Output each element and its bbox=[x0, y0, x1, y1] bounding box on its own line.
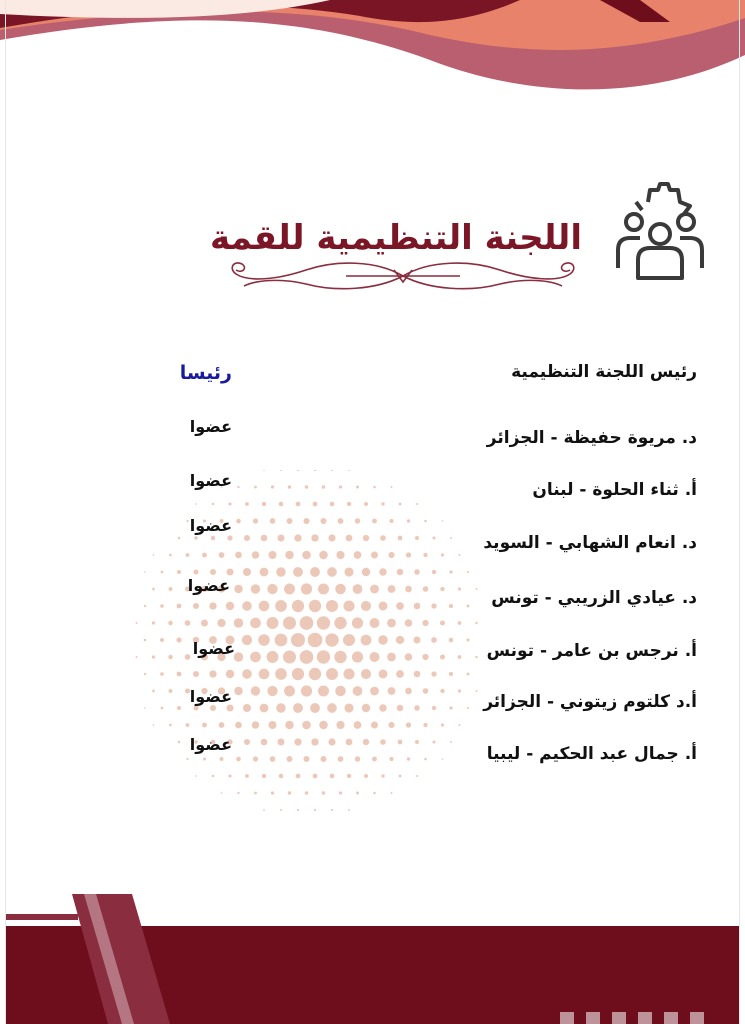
halftone-dot bbox=[228, 774, 231, 777]
halftone-dot bbox=[267, 584, 277, 594]
halftone-dot bbox=[301, 583, 312, 594]
halftone-dot bbox=[346, 739, 353, 746]
halftone-dot bbox=[344, 703, 353, 712]
halftone-dot bbox=[201, 620, 208, 627]
halftone-dot bbox=[291, 633, 305, 647]
halftone-dot bbox=[169, 554, 172, 557]
halftone-dot bbox=[388, 585, 396, 593]
halftone-dot bbox=[305, 485, 309, 489]
halftone-dot bbox=[271, 791, 274, 794]
halftone-dot bbox=[467, 673, 470, 676]
halftone-dot bbox=[424, 520, 427, 523]
halftone-dot bbox=[343, 600, 354, 611]
halftone-dot bbox=[407, 519, 410, 522]
halftone-dot bbox=[327, 567, 337, 577]
halftone-dot bbox=[252, 721, 259, 728]
member-role: عضوا bbox=[189, 471, 232, 490]
halftone-dot bbox=[423, 723, 427, 727]
halftone-dot bbox=[449, 570, 452, 573]
halftone-dot bbox=[379, 704, 387, 712]
halftone-dot bbox=[397, 569, 404, 576]
halftone-dot bbox=[422, 620, 428, 626]
halftone-dot bbox=[195, 503, 197, 505]
halftone-dot bbox=[339, 485, 342, 488]
halftone-dot bbox=[284, 686, 295, 697]
committee-head-role: رئيسا bbox=[179, 362, 232, 384]
halftone-dot bbox=[177, 604, 182, 609]
halftone-dot bbox=[467, 571, 469, 573]
halftone-dot bbox=[296, 502, 301, 507]
halftone-dot bbox=[361, 635, 372, 646]
halftone-dot bbox=[242, 601, 252, 611]
team-gear-icon bbox=[612, 172, 708, 284]
halftone-dot bbox=[294, 738, 301, 745]
halftone-dot bbox=[330, 502, 335, 507]
halftone-dot bbox=[262, 502, 266, 506]
halftone-dot bbox=[389, 519, 393, 523]
halftone-dot bbox=[300, 616, 314, 630]
halftone-dot bbox=[305, 791, 309, 795]
halftone-dot bbox=[320, 756, 326, 762]
halftone-dot bbox=[267, 651, 279, 663]
halftone-dot bbox=[287, 518, 293, 524]
member-role: عضوا bbox=[192, 639, 235, 658]
halftone-dot bbox=[234, 687, 242, 695]
halftone-dot bbox=[144, 673, 146, 675]
halftone-dot bbox=[363, 535, 369, 541]
halftone-dot bbox=[287, 756, 293, 762]
halftone-dot bbox=[343, 634, 355, 646]
halftone-dot bbox=[279, 774, 284, 779]
halftone-dot bbox=[302, 551, 311, 560]
halftone-dot bbox=[253, 756, 258, 761]
halftone-dot bbox=[347, 502, 351, 506]
halftone-dot bbox=[414, 671, 421, 678]
halftone-dot bbox=[234, 652, 243, 661]
halftone-dot bbox=[370, 652, 380, 662]
halftone-dot bbox=[263, 809, 265, 811]
halftone-dot bbox=[294, 534, 301, 541]
halftone-dot bbox=[288, 485, 291, 488]
halftone-dot bbox=[284, 584, 295, 595]
halftone-dot bbox=[388, 552, 394, 558]
halftone-dot bbox=[379, 670, 388, 679]
member-name: د. مريوة حفيظة - الجزائر bbox=[486, 428, 697, 448]
halftone-dot bbox=[362, 568, 370, 576]
halftone-dot bbox=[353, 584, 363, 594]
halftone-dot bbox=[372, 519, 377, 524]
halftone-dot bbox=[242, 635, 252, 645]
halftone-dot bbox=[250, 652, 261, 663]
halftone-dot bbox=[251, 584, 260, 593]
halftone-dot bbox=[335, 686, 346, 697]
halftone-dot bbox=[399, 775, 402, 778]
halftone-dot bbox=[153, 724, 155, 726]
halftone-dot bbox=[285, 551, 293, 559]
halftone-dot bbox=[387, 619, 396, 628]
halftone-dot bbox=[356, 486, 359, 489]
halftone-dot bbox=[442, 520, 444, 522]
member-role: عضوا bbox=[189, 687, 232, 706]
halftone-dot bbox=[292, 668, 304, 680]
halftone-dot bbox=[361, 601, 371, 611]
halftone-dot bbox=[338, 756, 344, 762]
halftone-dot bbox=[352, 651, 363, 662]
halftone-dot bbox=[320, 518, 326, 524]
halftone-dot bbox=[217, 619, 225, 627]
halftone-dot bbox=[243, 568, 251, 576]
halftone-dot bbox=[277, 738, 284, 745]
halftone-dot bbox=[219, 552, 225, 558]
halftone-dot bbox=[336, 721, 344, 729]
halftone-dot bbox=[300, 650, 314, 664]
member-name: أ. نرجس بن عامر - تونس bbox=[486, 641, 697, 661]
halftone-dot bbox=[311, 534, 318, 541]
halftone-dot bbox=[186, 553, 190, 557]
halftone-dot bbox=[221, 792, 223, 794]
halftone-dot bbox=[405, 619, 413, 627]
halftone-dot bbox=[449, 672, 453, 676]
halftone-dot bbox=[309, 600, 321, 612]
halftone-dot bbox=[226, 670, 234, 678]
member-name: د. عيادي الزريبي - تونس bbox=[491, 588, 697, 608]
halftone-dot bbox=[250, 618, 261, 629]
bottom-band-decoration bbox=[0, 880, 745, 1024]
halftone-dot bbox=[327, 703, 337, 713]
halftone-dot bbox=[335, 584, 346, 595]
halftone-dot bbox=[388, 687, 396, 695]
halftone-dot bbox=[314, 809, 316, 811]
halftone-dot bbox=[186, 758, 188, 760]
halftone-dot bbox=[310, 703, 320, 713]
member-role: عضوا bbox=[187, 576, 230, 595]
halftone-dot bbox=[242, 669, 252, 679]
halftone-dot bbox=[331, 470, 333, 471]
halftone-dot bbox=[283, 651, 296, 664]
halftone-dot bbox=[252, 551, 259, 558]
halftone-dot bbox=[160, 604, 164, 608]
halftone-dot bbox=[325, 633, 338, 646]
halftone-dot bbox=[259, 669, 270, 680]
halftone-dot bbox=[288, 791, 291, 794]
halftone-dot bbox=[322, 791, 325, 794]
halftone-dot bbox=[387, 653, 396, 662]
member-name: د. انعام الشهابي - السويد bbox=[483, 533, 697, 553]
halftone-dot bbox=[318, 583, 329, 594]
halftone-dot bbox=[144, 605, 146, 607]
halftone-dot bbox=[275, 600, 287, 612]
halftone-dot bbox=[372, 757, 377, 762]
halftone-dot bbox=[226, 602, 234, 610]
halftone-dot bbox=[303, 756, 309, 762]
bottom-thin-stripe bbox=[6, 914, 78, 920]
halftone-dot bbox=[391, 486, 393, 488]
halftone-dot bbox=[296, 774, 301, 779]
halftone-dot bbox=[202, 723, 207, 728]
halftone-dot bbox=[347, 774, 351, 778]
halftone-dot bbox=[254, 792, 257, 795]
halftone-dot bbox=[334, 651, 346, 663]
halftone-dot bbox=[209, 602, 216, 609]
halftone-dot bbox=[219, 722, 225, 728]
halftone-dot bbox=[276, 567, 285, 576]
halftone-dot bbox=[153, 554, 155, 556]
halftone-dot bbox=[339, 791, 342, 794]
halftone-dot bbox=[343, 668, 354, 679]
halftone-dot bbox=[309, 668, 321, 680]
halftone-dot bbox=[276, 703, 285, 712]
halftone-dot bbox=[353, 686, 363, 696]
halftone-dot bbox=[431, 671, 436, 676]
halftone-dot bbox=[302, 721, 311, 730]
halftone-dot bbox=[195, 775, 197, 777]
halftone-dot bbox=[152, 621, 155, 624]
halftone-dot bbox=[354, 721, 362, 729]
halftone-dot bbox=[267, 686, 277, 696]
halftone-dot bbox=[326, 668, 338, 680]
halftone-dot bbox=[310, 567, 320, 577]
halftone-dot bbox=[355, 518, 360, 523]
halftone-dot bbox=[185, 620, 191, 626]
halftone-dot bbox=[311, 738, 318, 745]
halftone-dot bbox=[378, 635, 388, 645]
halftone-dot bbox=[193, 671, 199, 677]
halftone-dot bbox=[261, 535, 268, 542]
halftone-dot bbox=[262, 774, 266, 778]
halftone-dot bbox=[259, 601, 270, 612]
halftone-dot bbox=[301, 685, 312, 696]
halftone-dot bbox=[270, 756, 276, 762]
halftone-dot bbox=[260, 704, 269, 713]
member-name: أ. جمال عبد الحكيم - ليبيا bbox=[486, 744, 697, 764]
halftone-dot bbox=[212, 775, 214, 777]
member-role: عضوا bbox=[189, 735, 232, 754]
halftone-dot bbox=[361, 669, 371, 679]
halftone-dot bbox=[251, 686, 260, 695]
halftone-dot bbox=[338, 518, 344, 524]
halftone-dot bbox=[388, 722, 394, 728]
halftone-dot bbox=[389, 757, 393, 761]
halftone-dot bbox=[271, 485, 274, 488]
halftone-dot bbox=[236, 519, 241, 524]
halftone-dot bbox=[313, 774, 318, 779]
halftone-dot bbox=[440, 621, 445, 626]
halftone-dot bbox=[275, 634, 288, 647]
halftone-dot bbox=[279, 502, 284, 507]
page-title: اللجنة التنظيمية للقمة bbox=[210, 218, 582, 258]
halftone-dot bbox=[364, 502, 368, 506]
halftone-dot bbox=[326, 600, 338, 612]
halftone-dot bbox=[391, 792, 393, 794]
halftone-dot bbox=[212, 503, 214, 505]
halftone-dot bbox=[261, 739, 268, 746]
halftone-dot bbox=[234, 618, 243, 627]
halftone-dot bbox=[263, 470, 265, 471]
halftone-dot bbox=[371, 552, 378, 559]
halftone-dot bbox=[283, 617, 296, 630]
halftone-dot bbox=[177, 672, 182, 677]
halftone-dot bbox=[308, 633, 323, 648]
halftone-dot bbox=[317, 616, 330, 629]
halftone-dot bbox=[356, 792, 359, 795]
halftone-dot bbox=[364, 774, 368, 778]
halftone-dot bbox=[370, 618, 380, 628]
halftone-dot bbox=[317, 650, 330, 663]
halftone-dot bbox=[380, 739, 386, 745]
halftone-dot bbox=[285, 721, 293, 729]
halftone-dot bbox=[318, 685, 329, 696]
halftone-dot bbox=[373, 792, 376, 795]
halftone-dot bbox=[370, 687, 379, 696]
halftone-dot bbox=[348, 809, 350, 811]
halftone-dot bbox=[268, 551, 276, 559]
halftone-dot bbox=[379, 602, 388, 611]
halftone-dot bbox=[379, 568, 387, 576]
halftone-dot bbox=[432, 570, 436, 574]
halftone-dot bbox=[297, 809, 299, 811]
halftone-dot bbox=[237, 792, 239, 794]
halftone-dot bbox=[280, 809, 282, 811]
halftone-dot bbox=[160, 672, 164, 676]
member-role: عضوا bbox=[189, 417, 232, 436]
halftone-dot bbox=[228, 502, 231, 505]
member-role: عضوا bbox=[189, 516, 232, 535]
halftone-dot bbox=[313, 502, 318, 507]
halftone-dot bbox=[136, 622, 138, 624]
halftone-dot bbox=[275, 668, 287, 680]
halftone-dot bbox=[243, 704, 251, 712]
member-name: أ.د كلتوم زيتوني - الجزائر bbox=[483, 692, 697, 712]
halftone-dot bbox=[234, 585, 242, 593]
halftone-dot bbox=[328, 738, 335, 745]
halftone-dot bbox=[458, 724, 460, 726]
halftone-dot bbox=[336, 551, 344, 559]
halftone-dot bbox=[381, 774, 384, 777]
halftone-dot bbox=[396, 670, 404, 678]
halftone-dot bbox=[458, 621, 462, 625]
halftone-dot bbox=[186, 723, 190, 727]
halftone-dot bbox=[406, 722, 411, 727]
halftone-dot bbox=[314, 470, 316, 471]
ornament-divider bbox=[226, 256, 580, 296]
halftone-dot bbox=[235, 722, 242, 729]
member-name: أ. ثناء الحلوة - لبنان bbox=[532, 480, 697, 500]
halftone-dot bbox=[244, 739, 250, 745]
halftone-dot bbox=[328, 534, 335, 541]
halftone-dot bbox=[344, 567, 353, 576]
halftone-dot bbox=[237, 486, 239, 488]
halftone-dot bbox=[414, 569, 420, 575]
halftone-dot bbox=[280, 470, 282, 471]
halftone-dot bbox=[193, 603, 199, 609]
halftone-dot bbox=[319, 721, 328, 730]
halftone-dot bbox=[322, 485, 325, 488]
halftone-dot bbox=[292, 600, 304, 612]
halftone-dot bbox=[245, 774, 249, 778]
halftone-dot bbox=[363, 739, 369, 745]
halftone-dot bbox=[254, 486, 257, 489]
halftone-dot bbox=[297, 470, 299, 471]
halftone-dot bbox=[303, 518, 309, 524]
halftone-dot bbox=[348, 470, 350, 471]
halftone-dot bbox=[346, 535, 353, 542]
halftone-dot bbox=[244, 535, 250, 541]
halftone-dot bbox=[293, 703, 303, 713]
halftone-dot bbox=[253, 518, 258, 523]
halftone-dot bbox=[380, 535, 386, 541]
halftone-dot bbox=[373, 486, 376, 489]
halftone-dot bbox=[270, 518, 276, 524]
halftone-dot bbox=[319, 551, 328, 560]
halftone-dot bbox=[202, 553, 207, 558]
halftone-dot bbox=[371, 722, 378, 729]
halftone-dot bbox=[169, 724, 172, 727]
halftone-dot bbox=[236, 757, 241, 762]
halftone-dot bbox=[416, 775, 418, 777]
halftone-dot bbox=[293, 567, 303, 577]
top-wave-decoration bbox=[0, 0, 745, 120]
halftone-dot bbox=[354, 551, 362, 559]
halftone-dot bbox=[245, 502, 249, 506]
committee-head-title: رئيس اللجنة التنظيمية bbox=[511, 362, 697, 382]
halftone-dot bbox=[381, 502, 384, 505]
halftone-dot bbox=[277, 534, 284, 541]
halftone-dot bbox=[209, 670, 216, 677]
halftone-dot bbox=[330, 774, 335, 779]
halftone-dot bbox=[334, 617, 346, 629]
halftone-dot bbox=[168, 621, 172, 625]
halftone-dot bbox=[370, 585, 379, 594]
halftone-dot bbox=[267, 617, 279, 629]
halftone-dot bbox=[352, 617, 363, 628]
halftone-dot bbox=[355, 756, 360, 761]
halftone-dot bbox=[258, 634, 270, 646]
halftone-dot bbox=[441, 723, 444, 726]
halftone-dot bbox=[331, 809, 333, 811]
halftone-dot bbox=[260, 568, 269, 577]
halftone-dot bbox=[475, 622, 477, 624]
halftone-dot bbox=[362, 704, 370, 712]
halftone-dot bbox=[235, 552, 242, 559]
halftone-dot bbox=[268, 721, 276, 729]
